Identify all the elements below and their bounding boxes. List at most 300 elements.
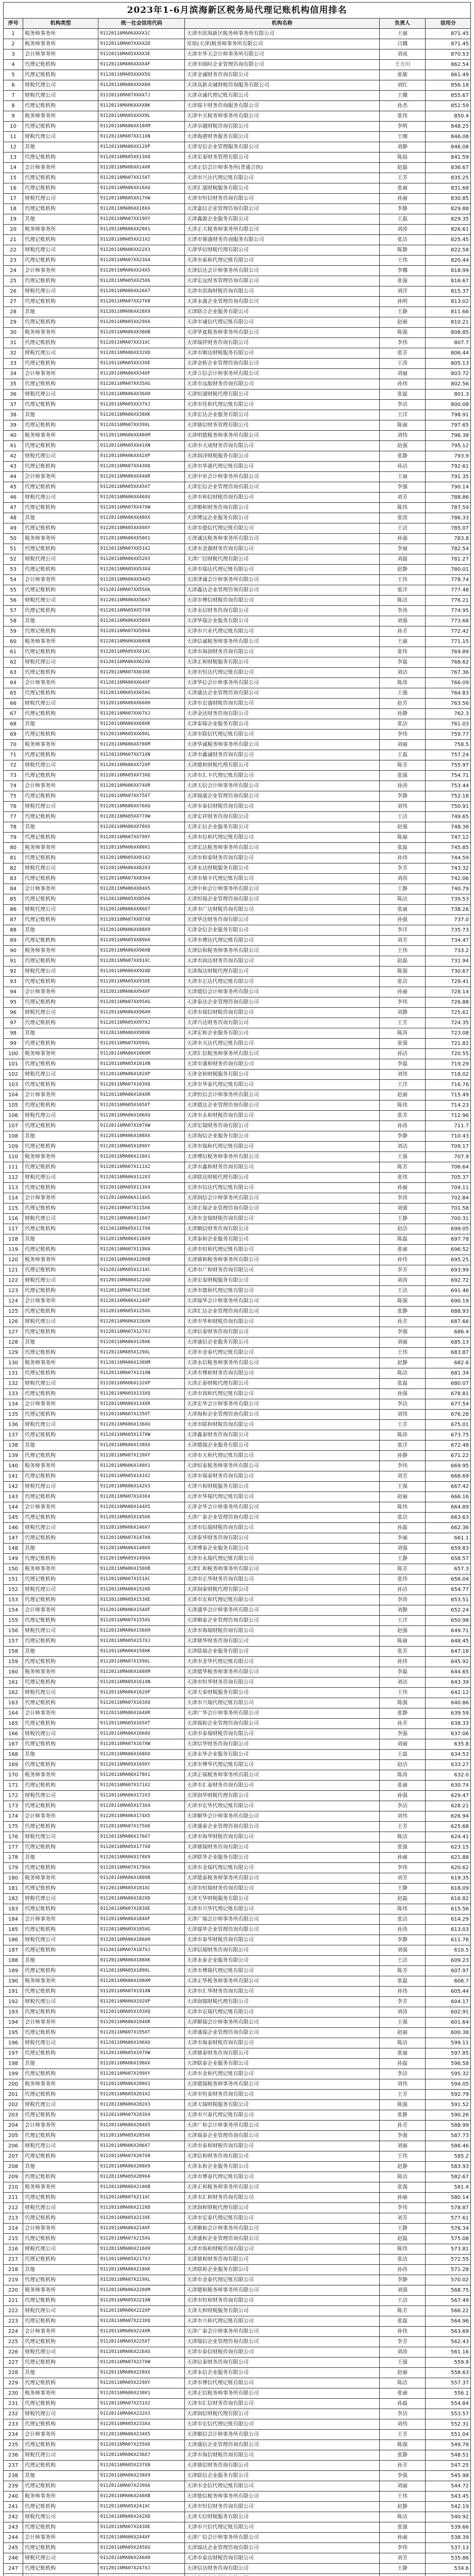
row-type: 代理记账机构	[23, 2275, 98, 2285]
table-row	[4, 719, 471, 730]
row-score: 630.74	[426, 1781, 471, 1791]
row-org-name: 天津华信会计师事务所有限公司	[185, 678, 379, 688]
row-credit-code: 91120116MA05XX61XC	[98, 647, 185, 657]
row-score: 675.01	[426, 1420, 471, 1430]
table-row	[4, 1368, 471, 1379]
row-index: 56	[4, 596, 23, 606]
row-org-name: 天津海港财务服务有限公司	[185, 132, 379, 142]
row-score: 634.53	[426, 1750, 471, 1760]
row-credit-code: 91120116MA06XX26X7	[98, 286, 185, 297]
row-type: 其他	[23, 1853, 98, 1863]
row-index: 107	[4, 1121, 23, 1131]
row-person: 刘丽	[379, 2481, 426, 2492]
row-person: 孙涛	[379, 1121, 426, 1131]
row-index: 177	[4, 1842, 23, 1853]
row-score: 637.06	[426, 1729, 471, 1739]
row-score: 714.23	[426, 1100, 471, 1111]
table-row	[4, 2378, 471, 2388]
row-credit-code: 91120116MA07X135XT	[98, 1410, 185, 1420]
row-person: 赵强	[379, 441, 426, 451]
row-score: 534.6	[426, 2564, 471, 2574]
row-index: 209	[4, 2172, 23, 2182]
table-row	[4, 1492, 471, 1502]
row-org-name: 天津汇通财税服务有限公司	[185, 183, 379, 194]
row-credit-code: 91120116MA06X198XX	[98, 2059, 185, 2069]
row-org-name: 天津市海华财税咨询有限公司	[185, 1832, 379, 1842]
row-credit-code: 91120116MA06X210XB	[98, 2182, 185, 2193]
table-row	[4, 1039, 471, 1049]
table-row	[4, 1832, 471, 1842]
row-credit-code: 91120116MA06X218XK	[98, 2265, 185, 2275]
row-index: 226	[4, 2347, 23, 2358]
row-credit-code: 91120116MA05X225XT	[98, 2337, 185, 2347]
row-credit-code: 91120116MA07X207X8	[98, 2151, 185, 2162]
row-type: 财税代理公司	[23, 967, 98, 977]
row-credit-code: 91120116MA05X169XY	[98, 1760, 185, 1770]
row-score: 745.85	[426, 843, 471, 853]
table-row	[4, 657, 471, 668]
row-score: 795.12	[426, 441, 471, 451]
table-row	[4, 2069, 471, 2079]
row-score: 653.51	[426, 1595, 471, 1605]
row-index: 38	[4, 410, 23, 420]
row-person: 李芳	[379, 1997, 426, 2007]
row-credit-code: 91120116MA07X223XQ	[98, 2316, 185, 2327]
table-row	[4, 1214, 471, 1224]
row-score: 861.49	[426, 70, 471, 80]
row-person: 陈洁	[379, 894, 426, 905]
row-type: 财税代理公司	[23, 1935, 98, 1945]
row-person	[379, 2574, 426, 2576]
row-credit-code: 91120116MA06X120XB	[98, 1255, 185, 1265]
table-row	[4, 235, 471, 245]
row-org-name: 天津市海和财税咨询有限公司	[185, 2244, 379, 2255]
row-credit-code: 91120116MA07X239XA	[98, 2481, 185, 2492]
row-credit-code: 91120116MA06X170X1	[98, 1770, 185, 1781]
row-org-name: 天津市恒和代理记账有限公司	[185, 1245, 379, 1255]
row-index: 55	[4, 585, 23, 596]
row-index: 214	[4, 2224, 23, 2234]
row-type: 财税代理公司	[23, 389, 98, 400]
row-org-name: 天津天信会计师事务所有限公司	[185, 781, 379, 791]
row-index: 116	[4, 1214, 23, 1224]
table-row	[4, 915, 471, 925]
table-row	[4, 132, 471, 142]
row-type: 代理记账机构	[23, 1925, 98, 1935]
row-score: 850.4	[426, 111, 471, 122]
table-row	[4, 2492, 471, 2502]
row-index: 95	[4, 997, 23, 1008]
table-row	[4, 2461, 471, 2471]
table-row	[4, 1595, 471, 1605]
row-score: 616.82	[426, 1894, 471, 1904]
table-row	[4, 863, 471, 874]
table-row	[4, 626, 471, 637]
table-row	[4, 1327, 471, 1337]
row-index: 131	[4, 1368, 23, 1379]
row-type: 代理记账机构	[23, 1059, 98, 1070]
row-org-name: 天津润信财税代理有限公司	[185, 2409, 379, 2419]
row-credit-code: 91120116MA06XX32XD	[98, 348, 185, 359]
table-row	[4, 709, 471, 719]
row-org-name: 天津瑞和企业管理咨询有限公司	[185, 1719, 379, 1729]
row-index: 41	[4, 441, 23, 451]
row-index: 75	[4, 791, 23, 802]
row-score: 621.88	[426, 1853, 471, 1863]
row-score: 846.08	[426, 132, 471, 142]
row-index	[4, 2574, 23, 2576]
row-index: 81	[4, 853, 23, 863]
table-row	[4, 1502, 471, 1513]
row-person: 刘丽	[379, 1337, 426, 1348]
row-org-name: 天津德华税务师事务所有限公司	[185, 1667, 379, 1677]
row-credit-code: 91120116MA07XX19XY	[98, 214, 185, 225]
row-credit-code: 91120116MA07XX95XG	[98, 997, 185, 1008]
row-credit-code: 91120116MA07X155XG	[98, 1616, 185, 1626]
row-score: 654.77	[426, 1585, 471, 1595]
row-type: 代理记账机构	[23, 2564, 98, 2574]
row-type: 代理记账机构	[23, 2440, 98, 2450]
row-credit-code: 91120116MA07X243XE	[98, 2522, 185, 2533]
row-score: 647.18	[426, 1647, 471, 1657]
table-row	[4, 286, 471, 297]
row-org-name: 天津联达财税代理有限公司	[185, 1173, 379, 1183]
table-row	[4, 833, 471, 843]
row-type: 税务师事务所	[23, 946, 98, 956]
row-score: 576.34	[426, 2224, 471, 2234]
row-org-name: 天津润华财税代理有限公司	[185, 1791, 379, 1801]
row-score: 825.45	[426, 235, 471, 245]
table-row	[4, 925, 471, 936]
row-type: 财税代理公司	[23, 2409, 98, 2419]
row-person: 孙涛	[379, 2265, 426, 2275]
row-credit-code: 91120116MA06X182XD	[98, 1894, 185, 1904]
row-score: 568.75	[426, 2285, 471, 2296]
row-org-name: 天津永盛企业管理咨询有限公司	[185, 297, 379, 307]
row-person: 刘静	[379, 142, 426, 152]
table-row	[4, 1904, 471, 1914]
row-person: 吕娜	[379, 39, 426, 49]
row-org-name: 天津金诚财务咨询有限公司	[185, 70, 379, 80]
row-credit-code: 91120116MA06X142X3	[98, 1482, 185, 1492]
row-credit-code: 91120116MA06XX70XM	[98, 740, 185, 750]
row-score: 682.6	[426, 1358, 471, 1368]
row-index: 153	[4, 1595, 23, 1605]
row-credit-code: 91120116MA06X146X7	[98, 1523, 185, 1533]
row-score: 543.45	[426, 2492, 471, 2502]
row-index: 176	[4, 1832, 23, 1842]
row-credit-code: 91120116MA06X118X9	[98, 1234, 185, 1245]
row-credit-code: 91120116MA06X234X5	[98, 2430, 185, 2440]
row-org-name: 天津市泰和代理记账有限公司	[185, 256, 379, 266]
row-person: 李伟	[379, 338, 426, 348]
table-row	[4, 2553, 471, 2564]
row-score: 711.7	[426, 1121, 471, 1131]
row-person: 王伟	[379, 575, 426, 585]
table-row	[4, 2296, 471, 2306]
row-org-name: 天津市和信财税咨询有限公司	[185, 493, 379, 503]
row-type: 代理记账机构	[23, 462, 98, 472]
table-row	[4, 1925, 471, 1935]
row-person: 刘芳	[379, 936, 426, 946]
row-credit-code: 91120116MA06XX54X5	[98, 575, 185, 585]
row-score: 759.77	[426, 730, 471, 740]
table-row	[4, 2512, 471, 2522]
row-person: 王丽	[379, 29, 426, 39]
row-index: 47	[4, 503, 23, 513]
row-person: 孙洁	[379, 462, 426, 472]
row-score: 577.61	[426, 2213, 471, 2224]
row-index: 211	[4, 2193, 23, 2203]
row-org-name: 天津广华会计师事务所有限公司	[185, 1708, 379, 1719]
row-credit-code: 91120116MA07XX99XL	[98, 1039, 185, 1049]
row-person: 赵洁	[379, 1224, 426, 1234]
row-index: 215	[4, 2234, 23, 2244]
row-person: 张磊	[379, 2316, 426, 2327]
row-credit-code: 91120116MA05X145X6	[98, 1513, 185, 1523]
row-type: 代理记账机构	[23, 1183, 98, 1193]
row-credit-code: 91120116MA06X212XD	[98, 2203, 185, 2213]
row-score: 690.19	[426, 1296, 471, 1307]
table-row	[4, 359, 471, 369]
row-type: 其他	[23, 214, 98, 225]
row-person: 李强	[379, 2131, 426, 2141]
table-row	[4, 1564, 471, 1574]
table-row	[4, 503, 471, 513]
row-credit-code: 91120116MA06XX10XM	[98, 122, 185, 132]
table-row	[4, 60, 471, 70]
row-index: 123	[4, 1286, 23, 1296]
row-index: 17	[4, 194, 23, 204]
table-row	[4, 1265, 471, 1276]
row-credit-code: 91120116MA07X215XG	[98, 2234, 185, 2244]
row-org-name: 天津市盛和财务咨询有限公司	[185, 1059, 379, 1070]
row-index: 29	[4, 317, 23, 328]
row-credit-code: 91120116MA06XX92XD	[98, 967, 185, 977]
row-org-name: 天津市兴信代理记账有限公司	[185, 2522, 379, 2533]
row-credit-code: 91120116MA06X112X3	[98, 1173, 185, 1183]
row-score: 852.59	[426, 101, 471, 111]
row-type: 代理记账机构	[23, 1574, 98, 1585]
row-score: 624.41	[426, 1832, 471, 1842]
row-type: 财税代理公司	[23, 863, 98, 874]
row-score: 710.43	[426, 1131, 471, 1142]
row-index: 178	[4, 1853, 23, 1863]
row-org-name: 天津盛瑞企业管理咨询有限公司	[185, 2028, 379, 2038]
row-org-name: 天津市润达财务咨询有限公司	[185, 956, 379, 967]
row-org-name: 天津顺和会计师事务所有限公司	[185, 2224, 379, 2234]
row-score: 702.84	[426, 1193, 471, 1204]
row-credit-code: 91120116MA05XX97XJ	[98, 1018, 185, 1028]
table-row	[4, 853, 471, 863]
row-org-name: 天津顺泰企业管理咨询有限公司	[185, 1616, 379, 1626]
row-person: 陈强	[379, 2440, 426, 2450]
row-score: 575.08	[426, 2234, 471, 2244]
row-person: 陈伟	[379, 503, 426, 513]
row-index: 120	[4, 1255, 23, 1265]
row-person: 李伟	[379, 1461, 426, 1471]
row-org-name: 天津海和企业管理咨询有限公司	[185, 1410, 379, 1420]
row-person: 孙强	[379, 1389, 426, 1399]
row-type: 其他	[23, 2162, 98, 2172]
row-index: 128	[4, 1337, 23, 1348]
row-index: 181	[4, 1884, 23, 1894]
row-person: 王芳	[379, 1822, 426, 1832]
row-credit-code: 91120116MA06XXXX4F	[98, 60, 185, 70]
row-type: 财税代理公司	[23, 1173, 98, 1183]
table-row	[4, 956, 471, 967]
table-row	[4, 410, 471, 420]
row-score: 628.21	[426, 1801, 471, 1811]
table-row	[4, 1070, 471, 1080]
table-row	[4, 2048, 471, 2059]
row-score: 790.14	[426, 482, 471, 493]
row-credit-code: 91120116MA05XX81X2	[98, 853, 185, 863]
row-score: 848.25	[426, 122, 471, 132]
row-score: 685.13	[426, 1337, 471, 1348]
row-credit-code: 91120116MA07X235X6	[98, 2440, 185, 2450]
row-org-name	[185, 2574, 379, 2576]
row-index: 50	[4, 534, 23, 544]
row-index: 4	[4, 60, 23, 70]
row-credit-code: 91120116MA07X179XA	[98, 1863, 185, 1873]
row-person: 刘涛	[379, 2347, 426, 2358]
row-org-name: 天津盛泰企业管理咨询有限公司	[185, 1822, 379, 1832]
row-score: 633.27	[426, 1760, 471, 1770]
row-index: 106	[4, 1111, 23, 1121]
row-person: 王强	[379, 2018, 426, 2028]
row-credit-code: 91120116MA05X229XY	[98, 2378, 185, 2388]
row-org-name: 天津信诚税务师事务所有限公司	[185, 637, 379, 647]
row-index: 150	[4, 1564, 23, 1574]
row-credit-code: 91120116MA07X111X2	[98, 1162, 185, 1173]
row-credit-code: 91120116MA07XX51X2	[98, 544, 185, 554]
row-index: 206	[4, 2141, 23, 2151]
row-type: 会计师事务所	[23, 1399, 98, 1410]
row-score: 643.39	[426, 1677, 471, 1688]
row-index: 138	[4, 1440, 23, 1451]
row-person: 赵丽	[379, 317, 426, 328]
row-index: 236	[4, 2450, 23, 2461]
row-credit-code: 91120116MA07X143X4	[98, 1492, 185, 1502]
row-org-name: 天津市华泰代理记账有限公司	[185, 1080, 379, 1090]
row-org-name: 天津市华天会计师事务所有限公司	[185, 49, 379, 60]
row-credit-code: 91120116MA05X137XW	[98, 1430, 185, 1440]
row-org-name: 天津市兴和代理记账有限公司	[185, 2316, 379, 2327]
row-score: 748.38	[426, 822, 471, 833]
row-type: 代理记账机构	[23, 1677, 98, 1688]
row-org-name: 天津正泰财税代理有限公司	[185, 1379, 379, 1389]
row-person: 刘伟	[379, 2079, 426, 2090]
row-person: 刘涛	[379, 2007, 426, 2018]
row-org-name: 天津润瑞财税代理有限公司	[185, 1997, 379, 2007]
row-index: 223	[4, 2316, 23, 2327]
row-credit-code: 91120116MA05XX85X6	[98, 894, 185, 905]
row-org-name: 天津天华财税服务有限公司	[185, 1894, 379, 1904]
row-org-name: 天津市金华代理记账有限公司	[185, 1657, 379, 1667]
row-type: 代理记账机构	[23, 2543, 98, 2553]
row-score: 592.79	[426, 2090, 471, 2100]
table-row	[4, 534, 471, 544]
row-credit-code: 91120116MA07XX79XY	[98, 833, 185, 843]
row-org-name: 天津市泰瑞财税咨询有限公司	[185, 1729, 379, 1739]
row-type: 财税代理公司	[23, 1523, 98, 1533]
row-index: 135	[4, 1410, 23, 1420]
row-org-name: 天津信达会计师事务所有限公司	[185, 266, 379, 276]
row-org-name: 天津顺华会计师事务所有限公司	[185, 1811, 379, 1822]
table-row	[4, 245, 471, 256]
row-org-name: 天津市天和代理记账有限公司	[185, 1451, 379, 1461]
row-org-name: 天津中审会计师事务所有限公司	[185, 472, 379, 482]
row-person: 张磊	[379, 843, 426, 853]
row-person: 张芳	[379, 1111, 426, 1121]
row-score: 545.98	[426, 2471, 471, 2481]
row-type: 代理记账机构	[23, 338, 98, 348]
header-index: 序号	[4, 19, 23, 29]
row-credit-code: 91120116MA06X226XU	[98, 2347, 185, 2358]
row-index: 61	[4, 647, 23, 657]
row-credit-code: 91120116MA06X152XD	[98, 1585, 185, 1595]
row-org-name: 天津正瑞税务师事务所有限公司	[185, 1770, 379, 1781]
table-row	[4, 1018, 471, 1028]
row-index: 216	[4, 2244, 23, 2255]
row-credit-code: 91120116MA07X103XQ	[98, 1080, 185, 1090]
table-row	[4, 523, 471, 534]
row-org-name: 天津市华通代理记账有限公司	[185, 462, 379, 472]
row-score: 781.27	[426, 554, 471, 565]
row-index: 212	[4, 2203, 23, 2213]
row-person: 刘强	[379, 2285, 426, 2296]
row-credit-code: 91120116MA06XXXX6H	[98, 80, 185, 91]
row-org-name: 天津市泰信财税咨询有限公司	[185, 802, 379, 812]
table-row	[4, 389, 471, 400]
row-person: 孙丽	[379, 194, 426, 204]
row-org-name: 天津市汇信财务咨询有限公司	[185, 2399, 379, 2409]
row-person: 张伟	[379, 647, 426, 657]
row-index: 97	[4, 1018, 23, 1028]
row-person: 王磊	[379, 214, 426, 225]
row-index: 82	[4, 863, 23, 874]
row-credit-code: 91120116MA06XX18XX	[98, 204, 185, 214]
row-score: 599.11	[426, 2038, 471, 2048]
row-score: 557.37	[426, 2378, 471, 2388]
row-index: 72	[4, 760, 23, 771]
row-index: 112	[4, 1173, 23, 1183]
row-type: 其他	[23, 1647, 98, 1657]
row-person: 孙涛	[379, 1925, 426, 1935]
row-person: 刘洁	[379, 668, 426, 678]
row-org-name: 天津联华企业服务有限公司	[185, 1853, 379, 1863]
row-score: 638.33	[426, 1719, 471, 1729]
row-index: 54	[4, 575, 23, 585]
row-type: 代理记账机构	[23, 1554, 98, 1564]
row-credit-code: 91120116MA07XX67XJ	[98, 709, 185, 719]
row-score: 672.48	[426, 1440, 471, 1451]
table-row	[4, 2450, 471, 2461]
row-credit-code: 91120116MA05X165XT	[98, 1719, 185, 1729]
table-row	[4, 2193, 471, 2203]
row-person: 刘芳	[379, 1873, 426, 1884]
row-score: 563.69	[426, 2327, 471, 2337]
row-type: 代理记账机构	[23, 1368, 98, 1379]
row-score: 753.44	[426, 781, 471, 791]
table-row	[4, 173, 471, 183]
table-row	[4, 760, 471, 771]
row-score: 535.86	[426, 2553, 471, 2564]
table-row	[4, 1997, 471, 2007]
row-person: 赵丽	[379, 1090, 426, 1100]
table-row	[4, 1739, 471, 1750]
